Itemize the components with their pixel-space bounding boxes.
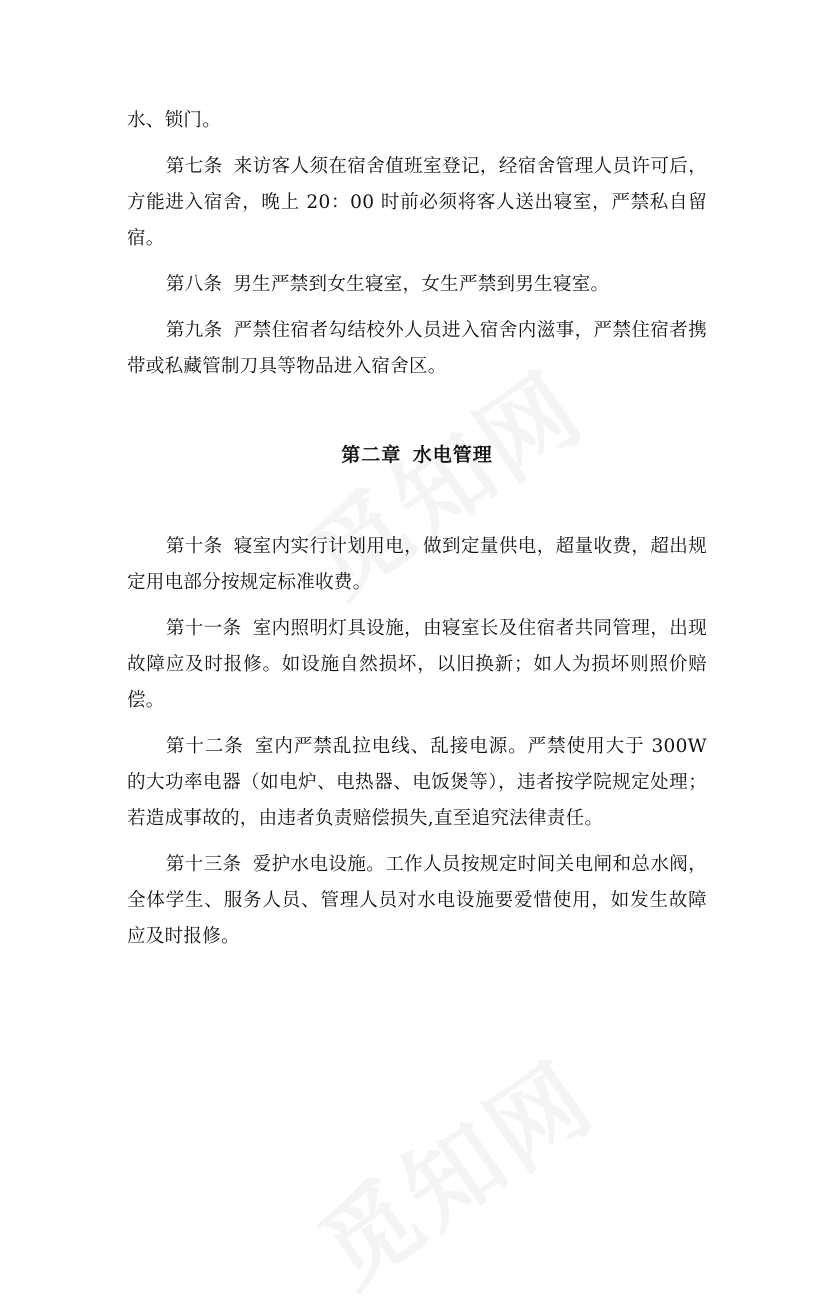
- article-7: [127, 149, 707, 257]
- article-8: [127, 267, 707, 303]
- document-body: [127, 103, 707, 965]
- article-number: 第十一条: [165, 618, 242, 639]
- article-text: 寝室内实行计划用电，做到定量供电，超量收费，超出规定用电部分按规定标准收费。: [127, 536, 707, 593]
- article-10: [127, 529, 707, 601]
- paragraph-text: 水、锁门。: [127, 110, 222, 131]
- watermark: [288, 1025, 617, 1312]
- article-number: 第十三条: [165, 854, 242, 875]
- article-text: 男生严禁到女生寝室，女生严禁到男生寝室。: [233, 274, 610, 295]
- article-9: [127, 313, 707, 385]
- article-12: [127, 729, 707, 837]
- article-11: [127, 611, 707, 719]
- article-number: 第八条: [165, 274, 223, 295]
- article-text: 室内严禁乱拉电线、乱接电源。严禁使用大于 300W 的大功率电器（如电炉、电热器、电饭煲等），违者按学院规定处理；若造成事故的，由违者负责赔偿损失,直至追究法律责任。: [127, 736, 707, 829]
- article-text: 爱护水电设施。工作人员按规定时间关电闸和总水阀，全体学生、服务人员、管理人员对水电设施要爱惜使用，如发生故障应及时报修。: [127, 854, 708, 947]
- article-number: 第九条: [165, 320, 223, 341]
- article-text: 严禁住宿者勾结校外人员进入宿舍内滋事，严禁住宿者携带或私藏管制刀具等物品进入宿舍区。: [127, 320, 707, 377]
- article-13: [127, 847, 707, 955]
- chapter-heading: [127, 437, 707, 473]
- chapter-title: 水电管理: [412, 444, 493, 466]
- article-number: 第十二条: [165, 736, 244, 757]
- chapter-number: 第二章: [341, 444, 402, 466]
- article-text: 来访客人须在宿舍值班室登记，经宿舍管理人员许可后，方能进入宿舍，晚上 20：00 时前必须将客人送出寝室，严禁私自留宿。: [127, 156, 707, 249]
- article-text: 室内照明灯具设施，由寝室长及住宿者共同管理，出现故障应及时报修。如设施自然损坏，以旧换新；如人为损坏则照价赔偿。: [127, 618, 708, 711]
- paragraph-continuation: [127, 103, 707, 139]
- article-number: 第十条: [165, 536, 223, 557]
- article-number: 第七条: [165, 156, 223, 177]
